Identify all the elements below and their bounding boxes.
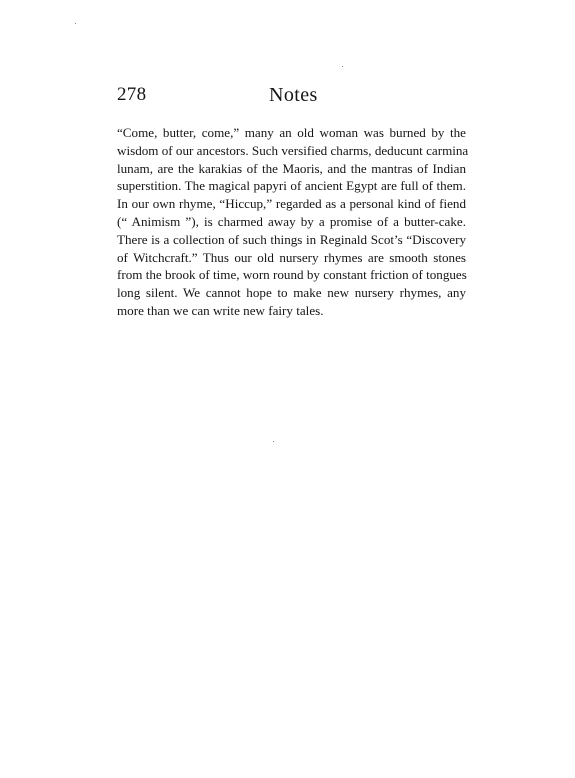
text-line: long silent. We cannot hope to make new nursery rhymes, any xyxy=(117,285,466,301)
page-number: 278 xyxy=(117,84,147,105)
dust-speck xyxy=(273,441,274,442)
running-title: Notes xyxy=(269,84,318,106)
dust-speck xyxy=(75,23,76,24)
text-line: more than we can write new fairy tales. xyxy=(117,302,324,318)
text-line: wisdom of our ancestors. Such versified charms, deducunt carmina xyxy=(117,142,469,158)
text-line: “Come, butter, come,” many an old woman was burned by the xyxy=(117,125,466,140)
text-line: (“ Animism ”), is charmed away by a promise of a butter-cake. xyxy=(117,213,466,229)
page-header xyxy=(117,84,466,110)
text-line: In our own rhyme, “Hiccup,” regarded as a personal kind of fiend xyxy=(117,196,466,212)
text-line: There is a collection of such things in Reginald Scot’s “Discovery xyxy=(117,231,466,247)
dust-speck xyxy=(342,66,343,67)
text-line: lunam, are the karakias of the Maoris, and the mantras of Indian xyxy=(117,160,466,176)
notes-paragraph xyxy=(117,124,469,320)
text-line: superstition. The magical papyri of ancient Egypt are full of them. xyxy=(117,178,466,194)
text-line: from the brook of time, worn round by constant friction of tongues xyxy=(117,267,467,283)
text-line: of Witchcraft.” Thus our old nursery rhymes are smooth stones xyxy=(117,249,466,265)
